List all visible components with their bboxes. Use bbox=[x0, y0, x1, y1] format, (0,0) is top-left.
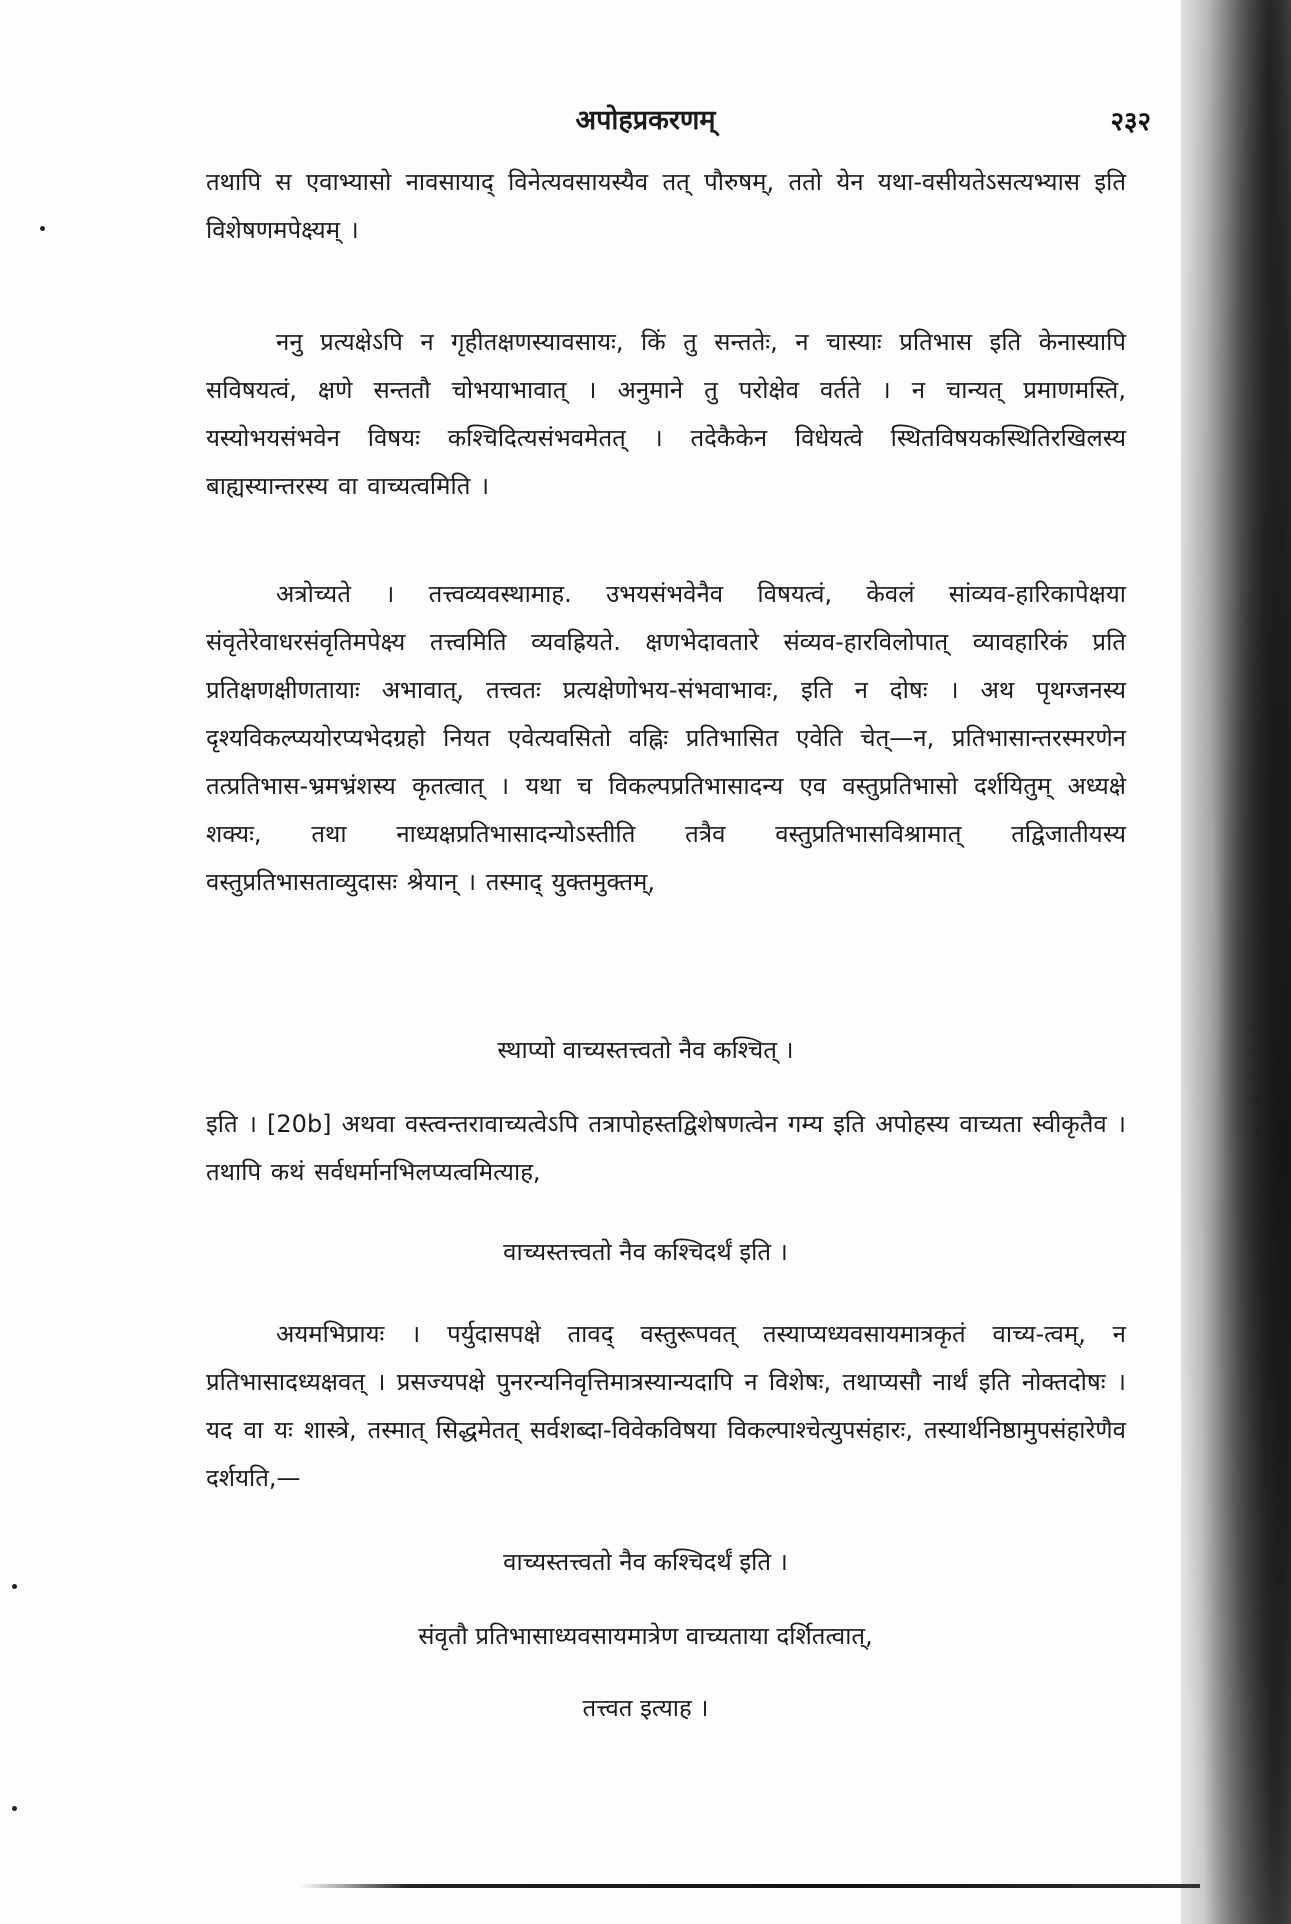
margin-dot bbox=[12, 1584, 17, 1589]
bottom-rule bbox=[300, 1884, 1200, 1888]
margin-dot bbox=[12, 1806, 17, 1811]
margin-dot bbox=[40, 226, 45, 231]
verse-line-4: संवृतौ प्रतिभासाध्यवसायमात्रेण वाच्यताया दर्शितत्वात्, bbox=[418, 1622, 873, 1650]
verse-line-3: वाच्यस्तत्त्वतो नैव कश्चिदर्थं इति । bbox=[503, 1548, 788, 1576]
paragraph-5: अयमभिप्रायः । पर्युदासपक्षे तावद् वस्तुरूपवत् तस्याप्यध्यवसायमात्रकृतं वाच्य-त्वम्, न प्रतिभासादध्यक्षवत् । प्रसज्यपक्षे पुनरन्यनिवृत्तिमात्रस्यान्यदापि न विशेषः, तथाप्यसौ नार्थं इति नोक्तदोषः । यद वा यः शास्त्रे, तस्मात् सिद्धमेतत् सर्वशब्दा-विवेकविषया विकल्पाश्चेत्युपसंहारः, तस्यार्थनिष्ठामुपसंहारेणैव दर्शयति,— bbox=[206, 1320, 1126, 1492]
verse-line-1: स्थाप्यो वाच्यस्तत्त्वतो नैव कश्चित् । bbox=[497, 1036, 794, 1064]
paragraph-2: ननु प्रत्यक्षेऽपि न गृहीतक्षणस्यावसायः, किं तु सन्ततेः, न चास्याः प्रतिभास इति केनास्यापि सविषयत्वं, क्षणे सन्ततौ चोभयाभावात् । अनुमाने तु परोक्षेव वर्तते । न चान्यत् प्रमाणमस्ति, यस्योभयसंभवेन विषयः कश्चिदित्यसंभवमेतत् । तदेकैकेन विधेयत्वे स्थितविषयकस्थितिरखिलस्य बाह्यस्यान्तरस्य वा वाच्यत्वमिति । bbox=[206, 328, 1126, 500]
paragraph-1: तथापि स एवाभ्यासो नावसायाद् विनेत्यवसायस्यैव तत् पौरुषम्, ततो येन यथा-वसीयतेऽसत्यभ्यास इति विशेषणमपेक्ष्यम् । bbox=[206, 168, 1126, 244]
page-number: २३२ bbox=[1110, 107, 1151, 137]
paragraph-4: इति । [20b] अथवा वस्त्वन्तरावाच्यत्वेऽपि तत्रापोहस्तद्विशेषणत्वेन गम्य इति अपोहस्य वाच्यता स्वीकृतैव । तथापि कथं सर्वधर्मानभिलप्यत्वमित्याह, bbox=[206, 1110, 1126, 1186]
verse-line-2: वाच्यस्तत्त्वतो नैव कश्चिदर्थं इति । bbox=[503, 1238, 788, 1266]
paragraph-3: अत्रोच्यते । तत्त्वव्यवस्थामाह. उभयसंभवेनैव विषयत्वं, केवलं सांव्यव-हारिकापेक्षया संवृतेरेवाधरसंवृतिमपेक्ष्य तत्त्वमिति व्यवह्रियते. क्षणभेदावतारे संव्यव-हारविलोपात् व्यावहारिकं प्रति प्रतिक्षणक्षीणतायाः अभावात्, तत्त्वतः प्रत्यक्षेणोभय-संभवाभावः, इति न दोषः । अथ पृथग्जनस्य दृश्यविकल्प्ययोरप्यभेदग्रहो नियत एवेत्यवसितो वह्निः प्रतिभासित एवेति चेत्—न, प्रतिभासान्तरस्मरणेन तत्प्रतिभास-भ्रमभ्रंशस्य कृतत्वात् । यथा च विकल्पप्रतिभासादन्य एव वस्तुप्रतिभासो दर्शयितुम् अध्यक्षे शक्यः, तथा नाध्यक्षप्रतिभासादन्योऽस्तीति तत्रैव वस्तुप्रतिभासविश्रामात् तद्विजातीयस्य वस्तुप्रतिभासताव्युदासः श्रेयान् । तस्माद् युक्तमुक्तम्, bbox=[206, 580, 1126, 896]
page-header-title: अपोहप्रकरणम् bbox=[575, 105, 716, 136]
verse-line-5: तत्त्वत इत्याह । bbox=[582, 1694, 709, 1722]
